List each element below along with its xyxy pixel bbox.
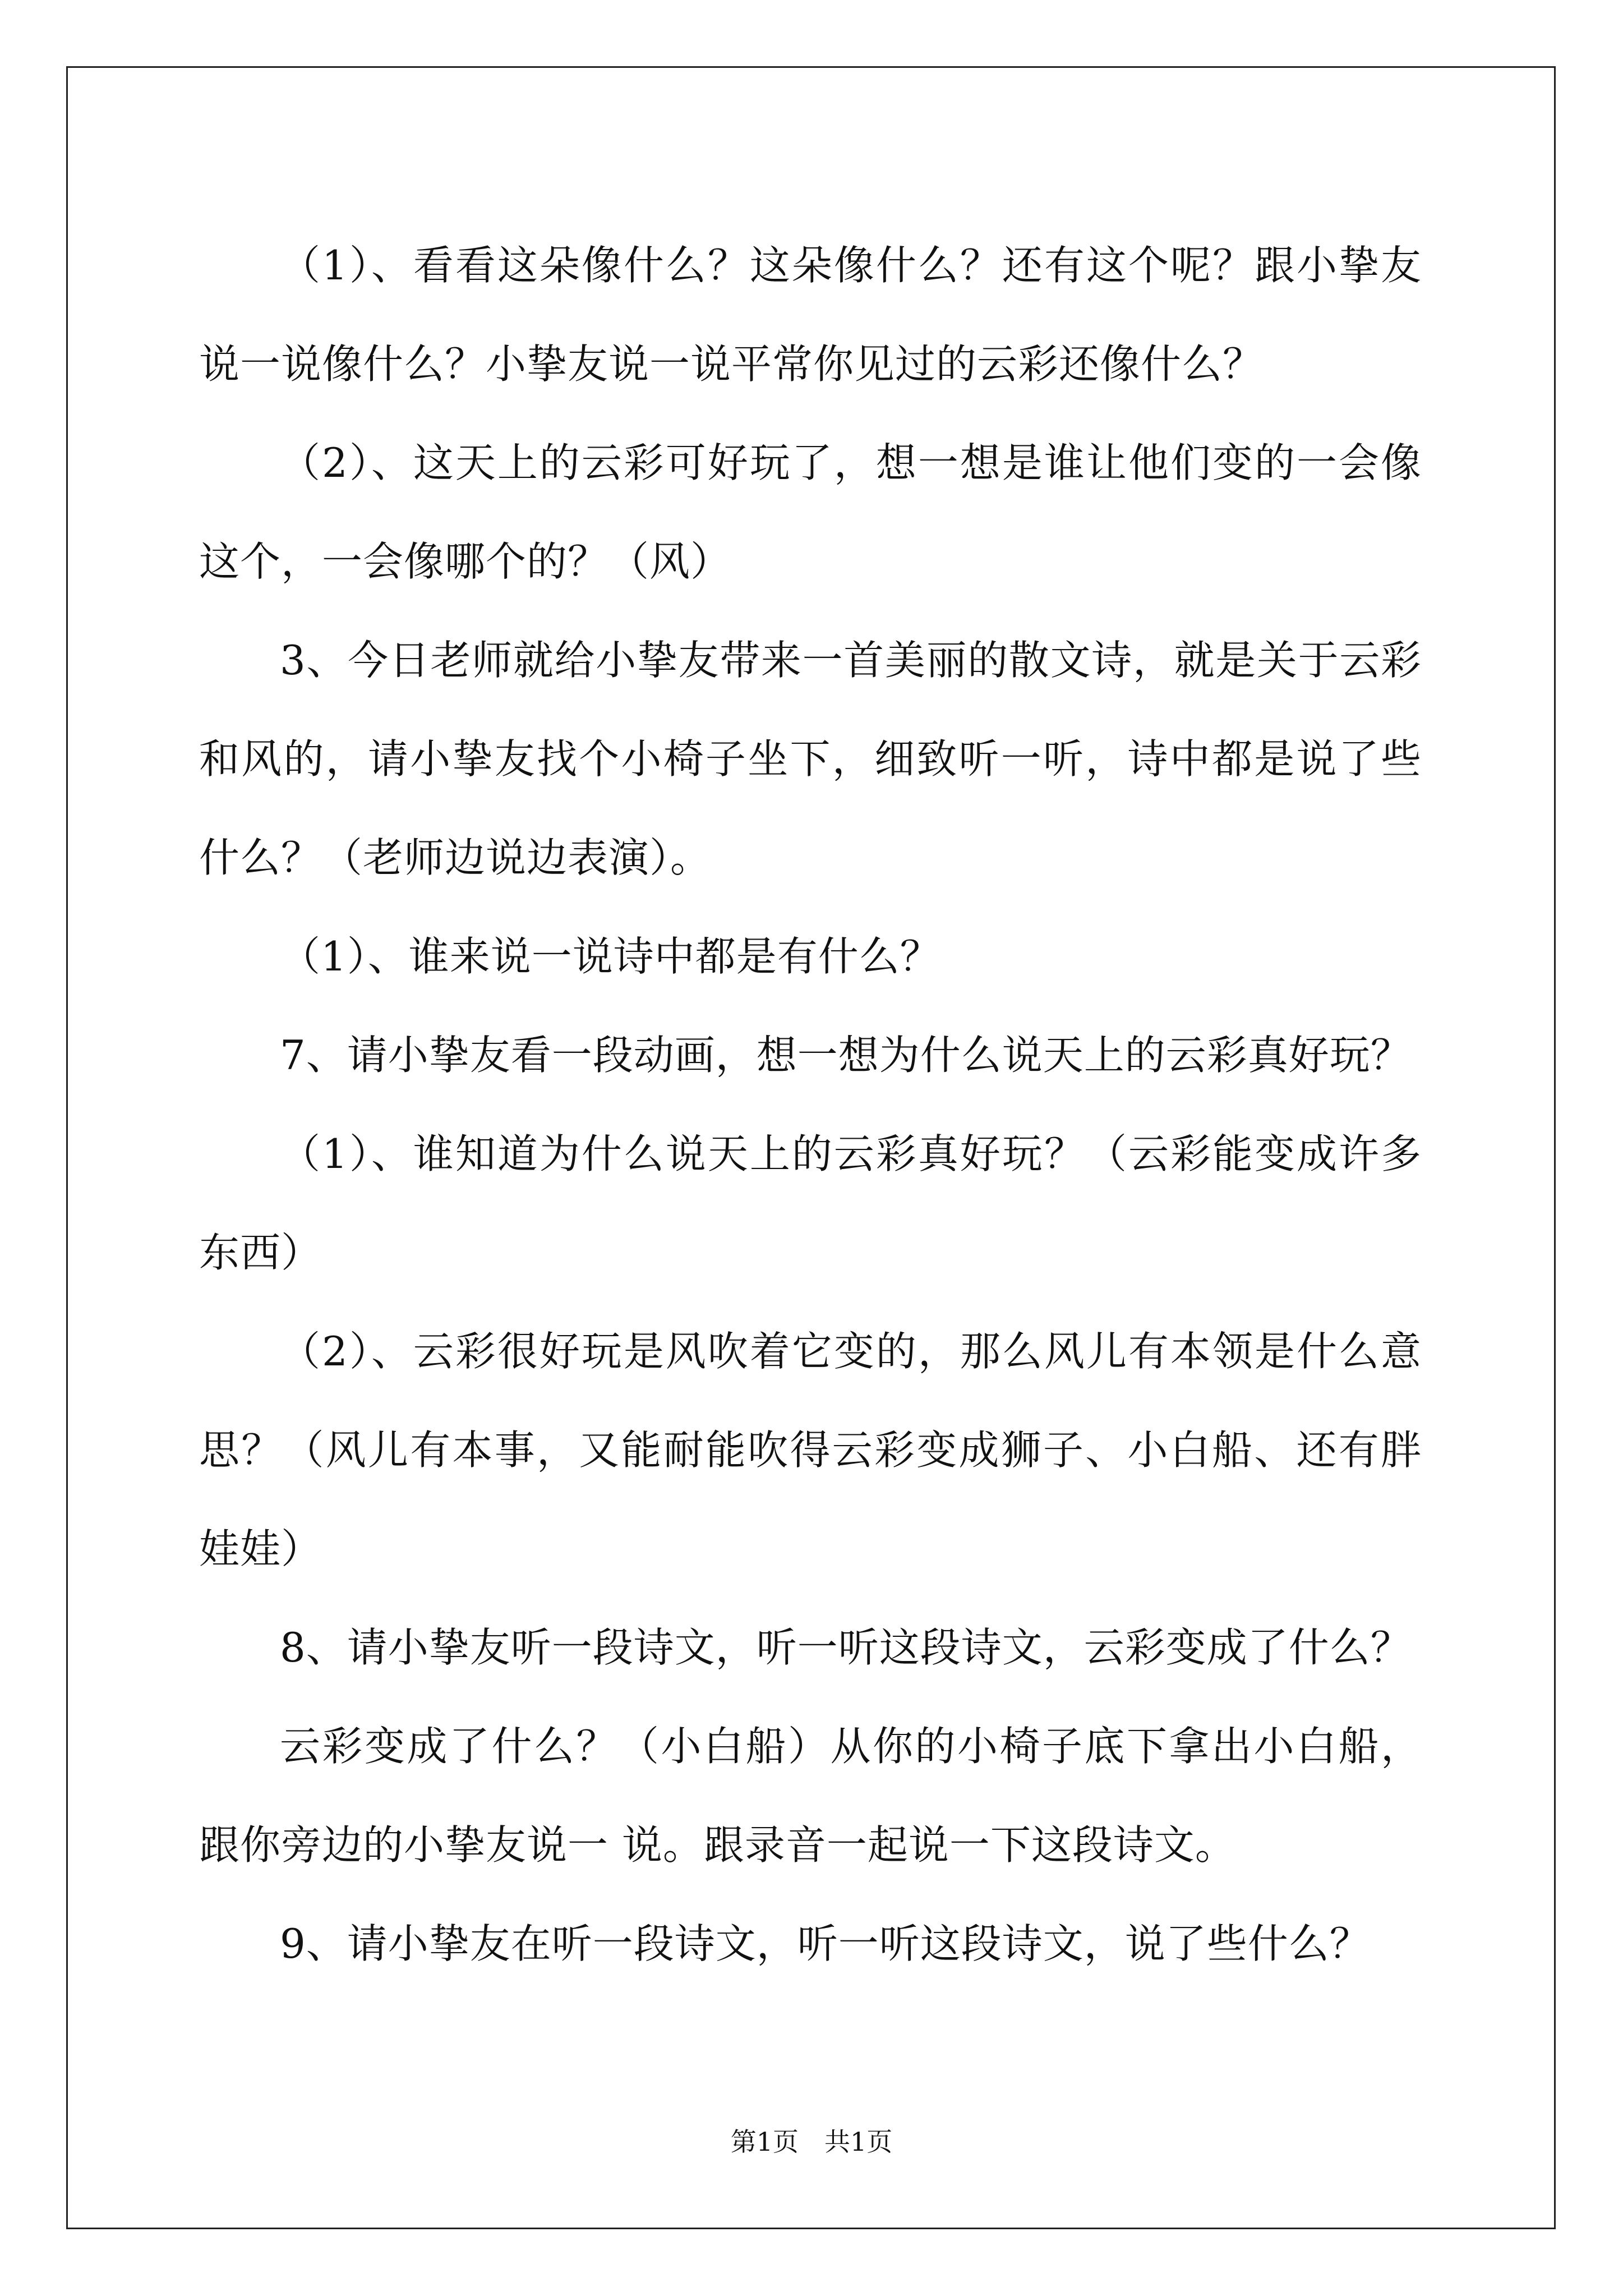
paragraph-6: （1）、谁知道为什么说天上的云彩真好玩？（云彩能变成许多东西） xyxy=(199,1130,1422,1276)
paragraph-5: 7、请小挚友看一段动画，想一想为什么说天上的云彩真好玩？ xyxy=(280,1032,1412,1079)
paragraph-8: 8、请小挚友听一段诗文，听一听这段诗文，云彩变成了什么？ xyxy=(280,1624,1412,1671)
paragraph-2: （2）、这天上的云彩可好玩了，想一想是谁让他们变的一会像这个，一会像哪个的？（风） xyxy=(199,439,1422,585)
paragraph-9: 云彩变成了什么？（小白船）从你的小椅子底下拿出小白船，跟你旁边的小挚友说一 说。跟录音一起说一下这段诗文。 xyxy=(199,1723,1422,1869)
page-number-footer: 第1页 共1页 xyxy=(730,2127,893,2157)
paragraph-3: 3、今日老师就给小挚友带来一首美丽的散文诗，就是关于云彩和风的，请小挚友找个小椅子坐下，细致听一听，诗中都是说了些什么？（老师边说边表演）。 xyxy=(199,637,1422,881)
paragraph-1: （1）、看看这朵像什么？这朵像什么？还有这个呢？跟小挚友说一说像什么？小挚友说一说平常你见过的云彩还像什么？ xyxy=(199,242,1422,388)
document-body xyxy=(199,216,1422,1993)
paragraph-4: （1）、谁来说一说诗中都是有什么？ xyxy=(280,933,941,980)
paragraph-10: 9、请小挚友在听一段诗文，听一听这段诗文，说了些什么？ xyxy=(280,1920,1371,1967)
paragraph-7: （2）、云彩很好玩是风吹着它变的，那么风儿有本领是什么意思？（风儿有本事，又能耐能吹得云彩变成狮子、小白船、还有胖娃娃） xyxy=(199,1328,1422,1572)
